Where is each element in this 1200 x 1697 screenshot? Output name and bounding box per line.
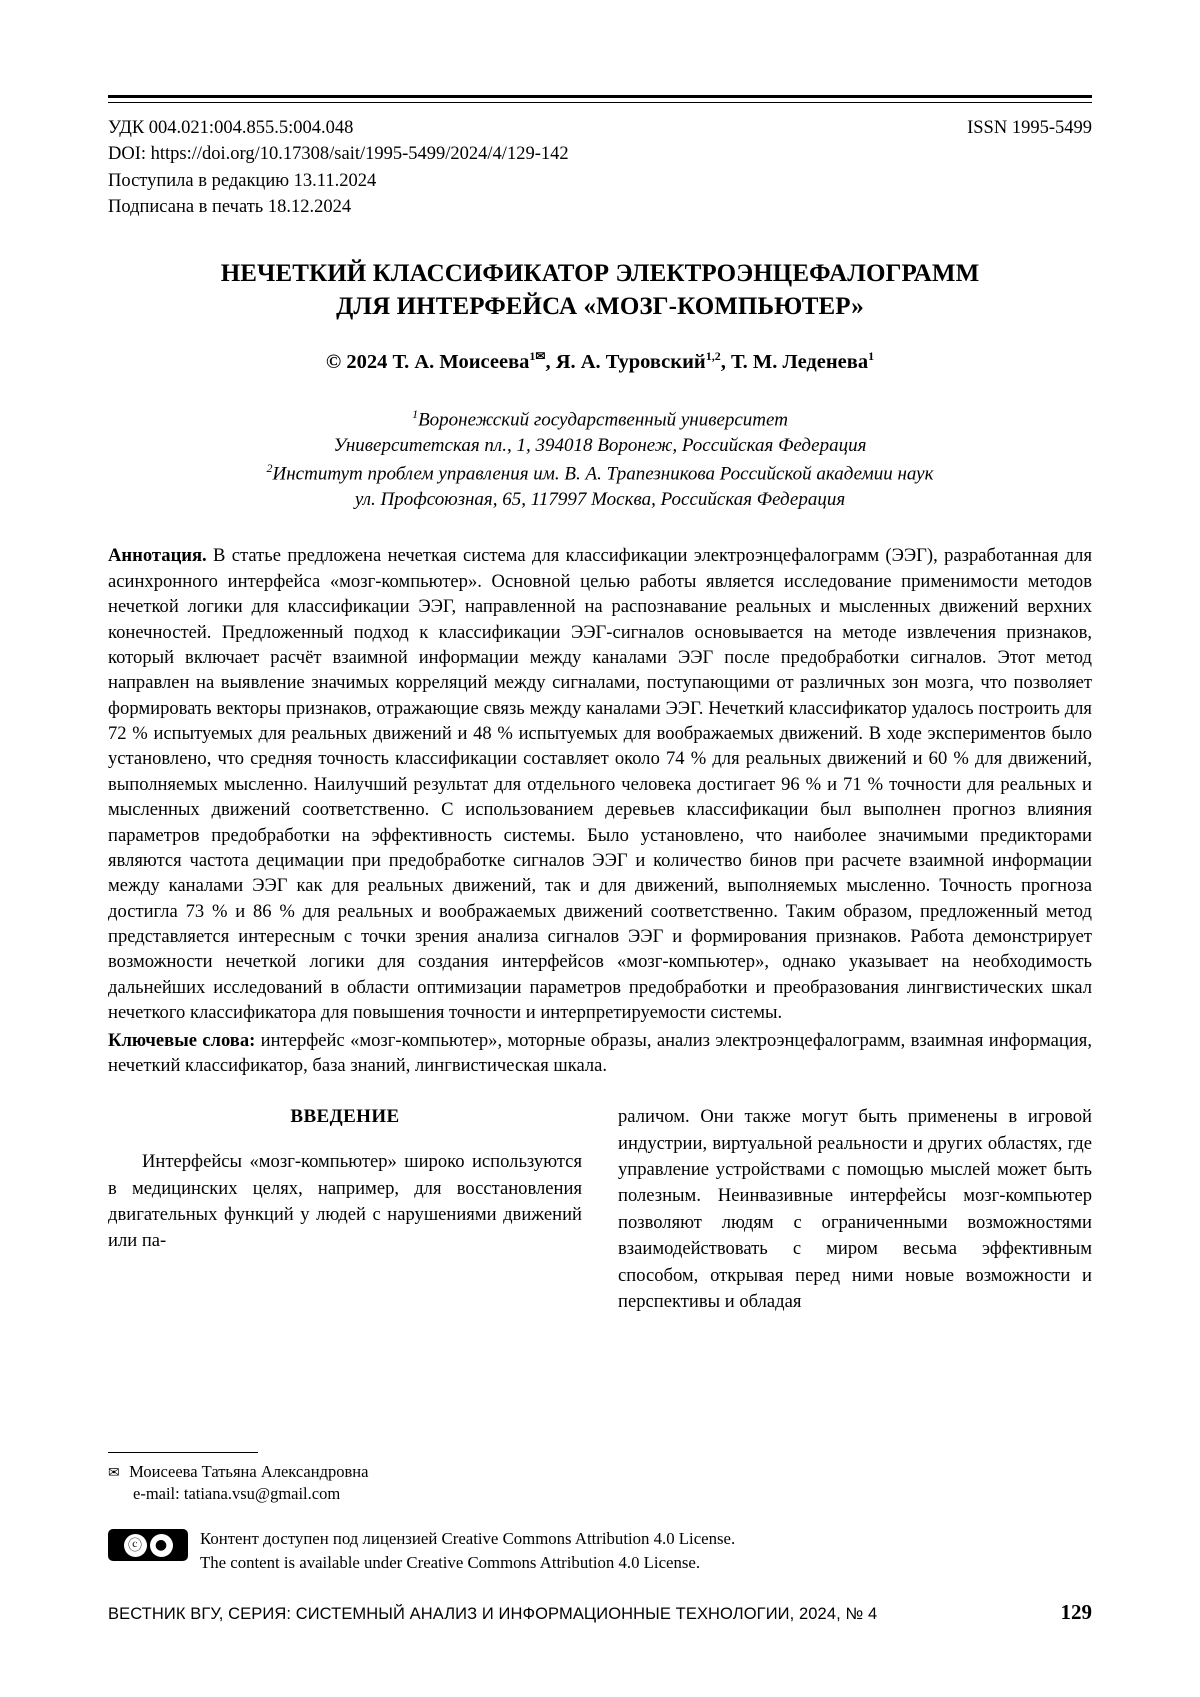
- corresponding-author-footnote: [108, 1452, 582, 1506]
- author-third: , Т. М. Леденева: [720, 350, 869, 373]
- footnote-author-name: Моисеева Татьяна Александровна: [129, 1462, 369, 1481]
- license-line-en: The content is available under Creative Commons Attribution 4.0 License.: [200, 1552, 701, 1572]
- cc-by-wrap: [150, 1534, 173, 1557]
- issn-text: ISSN 1995-5499: [967, 118, 1092, 138]
- author-third-sup: 1: [868, 349, 875, 364]
- footer-journal-title: ВЕСТНИК ВГУ, СЕРИЯ: СИСТЕМНЫЙ АНАЛИЗ И ИНФОРМАЦИОННЫЕ ТЕХНОЛОГИИ, 2024, № 4: [108, 1605, 878, 1623]
- keywords-block: [108, 1028, 1092, 1079]
- page-title: [108, 258, 1092, 323]
- keywords-label: Ключевые слова:: [108, 1029, 256, 1051]
- author-first-sup: 1✉: [529, 349, 546, 364]
- abstract-text: В статье предложена нечеткая система для классификации электроэнцефалограмм (ЭЭГ), разработанная для асинхронного интерфейса «мозг-компьютер». Основной целью работы является исследование применимости методов нечеткой логики для классификации ЭЭГ, направленной на распознавание реальных и мысленных движений верхних конечностей. Предложенный подход к классификации ЭЭГ-сигналов основывается на методе извлечения признаков, который включает расчёт взаимной информации между каналами ЭЭГ после предобработки сигналов. Этот метод направлен на выявление значимых корреляций между сигналами, поступающими от различных зон мозга, что позволяет формировать векторы признаков, отражающие связь между каналами ЭЭГ. Нечеткий классификатор удалось построить для 72 % испытуемых для реальных движений и 48 % испытуемых для воображаемых движений. В ходе экспериментов было установлено, что средняя точность классификации составляет около 74 % для реальных движений и 60 % для движений, выполняемых мысленно. Наилучший результат для отдельного человека достигает 96 % и 71 % точности для реальных и мысленных движений соответственно. С использованием деревьев классификации был выполнен прогноз влияния параметров предобработки на эффективность системы. Было установлено, что наиболее значимыми предикторами являются частота децимации при предобработке сигналов ЭЭГ и количество бинов при расчете взаимной информации между каналами ЭЭГ как для реальных движений, так и для движений, выполняемых мысленно. Точность прогноза достигла 73 % и 86 % для реальных и воображаемых движений соответственно. Таким образом, предложенный метод представляется интересным с точки зрения анализа сигналов ЭЭГ и формирования признаков. Работа демонстрирует возможности нечеткой логики для создания интерфейсов «мозг-компьютер», однако указывает на необходимость дальнейших исследований в области оптимизации параметров предобработки и преобразования лингвистических шкал нечеткого классификатора для повышения точности и интерпретируемости системы.: [108, 545, 1092, 1024]
- footnote-name-row: [108, 1461, 582, 1483]
- column-right: [618, 1104, 1092, 1315]
- author-first: © 2024 Т. А. Моисеева: [325, 350, 530, 373]
- footnote-email[interactable]: e-mail: tatiana.vsu@gmail.com: [133, 1484, 341, 1504]
- header-rule-thick: [108, 95, 1092, 98]
- affiliation-1-sup: 1: [412, 406, 419, 421]
- title-line-2: ДЛЯ ИНТЕРФЕЙСА «МОЗГ-КОМПЬЮТЕР»: [336, 292, 864, 320]
- header-rule-thin: [108, 102, 1092, 103]
- license-text: [200, 1527, 735, 1575]
- affiliation-1: [108, 406, 1092, 434]
- title-line-1: НЕЧЕТКИЙ КЛАССИФИКАТОР ЭЛЕКТРОЭНЦЕФАЛОГРАММ: [220, 260, 980, 288]
- received-date: Поступила в редакцию 13.11.2024: [108, 170, 377, 191]
- accepted-date: Подписана в печать 18.12.2024: [108, 196, 352, 217]
- affiliation-1-address: Университетская пл., 1, 394018 Воронеж, Российская Федерация: [333, 435, 867, 457]
- author-second: , Я. А. Туровский: [545, 350, 706, 373]
- license-block: [108, 1527, 908, 1575]
- license-line-ru: Контент доступен под лицензией Creative Commons Attribution 4.0 License.: [200, 1529, 736, 1548]
- author-second-sup: 1,2: [705, 349, 721, 364]
- cc-symbol: ⓒ: [124, 1534, 147, 1557]
- affiliation-2-address: ул. Профсоюзная, 65, 117997 Москва, Российская Федерация: [354, 489, 846, 511]
- affiliation-2: [108, 460, 1092, 488]
- affiliations-block: [108, 406, 1092, 514]
- envelope-icon: ✉: [108, 1465, 120, 1481]
- column-left: [108, 1104, 582, 1315]
- abstract-block: [108, 543, 1092, 1025]
- abstract-label: Аннотация.: [108, 545, 207, 567]
- udc-text: УДК 004.021:004.855.5:004.048: [108, 118, 354, 138]
- cc-by-icon[interactable]: [108, 1529, 188, 1561]
- intro-paragraph-left: Интерфейсы «мозг-компьютер» широко используются в медицинских целях, например, для восстановления двигательных функций у людей с нарушениями движений или па-: [108, 1151, 582, 1252]
- affiliation-1-name: Воронежский государственный университет: [418, 409, 788, 431]
- page-footer: [108, 1600, 1092, 1625]
- affiliation-2-sup: 2: [266, 460, 273, 475]
- intro-paragraph-right: раличом. Они также могут быть применены в игровой индустрии, виртуальной реальности и других областях, где управление устройствами с помощью мыслей может быть полезным. Неинвазивные интерфейсы мозг-компьютер позволяют людям с ограниченными возможностями взаимодействовать с миром весьма эффективным способом, открывая перед ними новые возможности и перспективы и обладая: [618, 1106, 1092, 1313]
- section-heading-introduction: ВВЕДЕНИЕ: [290, 1106, 400, 1128]
- footnote-divider: [108, 1452, 258, 1453]
- header-meta: [108, 115, 1092, 220]
- keywords-text: интерфейс «мозг-компьютер», моторные образы, анализ электроэнцефалограмм, взаимная информация, нечеткий классификатор, база знаний, лингвистическая шкала.: [108, 1029, 1092, 1076]
- body-columns: [108, 1104, 1092, 1315]
- authors-line: [108, 349, 1092, 374]
- footer-page-number: 129: [1060, 1600, 1092, 1624]
- cc-person-icon: ●: [150, 1534, 173, 1557]
- doi-text[interactable]: DOI: https://doi.org/10.17308/sait/1995-5499/2024/4/129-142: [108, 144, 569, 165]
- affiliation-2-name: Институт проблем управления им. В. А. Трапезникова Российской академии наук: [272, 462, 934, 484]
